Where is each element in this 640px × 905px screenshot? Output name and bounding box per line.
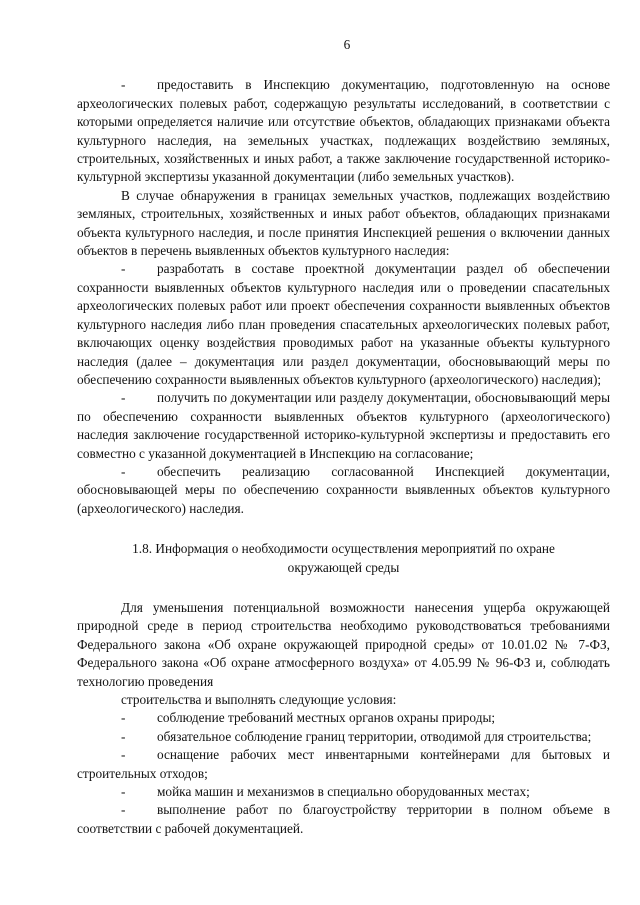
environment-conditions-list bbox=[77, 709, 610, 838]
dash-item-text: обязательное соблюдение границ территории, отводимой для строительства; bbox=[157, 728, 592, 744]
dash-marker: - bbox=[121, 463, 126, 479]
dash-list-item bbox=[77, 76, 610, 186]
section-heading-line-2: окружающей среды bbox=[287, 559, 400, 575]
dash-item-text: предоставить в Инспекцию документацию, подготовленную на основе археологических полевых работ, содержащую результаты исследований, в соответствии с которыми определяется наличие или отсутствие объектов, обладающих признаками объекта культурного наследия, на земельных участках, подлежащих воздействию земляных, строительных, хозяйственных и иных работ, а также заключение государственной историко-культурной экспертизы указанной документации (либо земельных участков). bbox=[77, 77, 610, 185]
dash-list-item bbox=[77, 801, 610, 838]
environment-intro-paragraph: Для уменьшения потенциальной возможности нанесения ущерба окружающей природной среде в период строительства необходимо руководствоваться требованиями Федерального закона «Об охране окружающей природной среды» от 10.01.02 № 7-ФЗ, Федерального закона «Об охране атмосферного воздуха» от 4.05.99 № 96-ФЗ и, соблюдать технологию проведения bbox=[77, 599, 610, 689]
dash-list-item bbox=[77, 746, 610, 783]
dash-item-text: мойка машин и механизмов в специально оборудованных местах; bbox=[157, 784, 530, 800]
dash-item-text: соблюдение требований местных органов охраны природы; bbox=[157, 710, 496, 726]
dash-marker: - bbox=[121, 728, 126, 744]
page-number: 6 bbox=[343, 37, 351, 52]
dash-marker: - bbox=[121, 261, 126, 277]
dash-item-text: выполнение работ по благоустройству территории в полном объеме в соответствии с рабочей документацией. bbox=[77, 802, 610, 836]
dash-list-item bbox=[77, 260, 610, 389]
dash-item-text: разработать в составе проектной документации раздел об обеспечении сохранности выявленных объектов культурного наследия или о проведении спасательных археологических полевых работ или проект обеспечения сохранности выявленных объектов культурного наследия либо план проведения спасательных археологических полевых работ, включающих оценку воздействия проводимых работ на указанные объекты культурного наследия (далее – документация или раздел документации, обосновывающий меры по обеспечению сохранности выявленных объектов культурного (археологического) наследия); bbox=[77, 261, 610, 387]
section-heading-line-1: 1.8. Информация о необходимости осуществления мероприятий по охране bbox=[132, 541, 555, 557]
dash-marker: - bbox=[121, 710, 126, 726]
dash-marker: - bbox=[121, 747, 126, 763]
dash-marker: - bbox=[121, 802, 126, 818]
dash-list-item bbox=[77, 389, 610, 463]
dash-item-text: обеспечить реализацию согласованной Инспекцией документации, обосновывающей меры по обеспечению сохранности выявленных объектов культурного (археологического) наследия. bbox=[77, 463, 610, 516]
paragraph: В случае обнаружения в границах земельных участков, подлежащих воздействию земляных, строительных, хозяйственных и иных работ объектов, обладающих признаками объекта культурного наследия, и после принятия Инспекцией решения о включении данных объектов в перечень выявленных объектов культурного наследия: bbox=[77, 187, 610, 259]
dash-marker: - bbox=[121, 77, 126, 93]
environment-intro-continuation: строительства и выполнять следующие условия: bbox=[121, 692, 397, 707]
dash-item-text: получить по документации или разделу документации, обосновывающий меры по обеспечению сохранности выявленных объектов культурного (археологического) наследия заключение государственной историко-культурной экспертизы и предоставить его совместно с указанной документацией в Инспекцию на согласование; bbox=[77, 390, 610, 461]
dash-item-text: оснащение рабочих мест инвентарными контейнерами для бытовых и строительных отходов; bbox=[77, 747, 610, 781]
dash-list-item bbox=[77, 783, 610, 801]
dash-list-item bbox=[77, 463, 610, 518]
dash-list-item bbox=[77, 709, 610, 727]
dash-marker: - bbox=[121, 390, 126, 406]
section-heading bbox=[77, 540, 610, 577]
dash-list-item bbox=[77, 728, 610, 746]
archaeology-section bbox=[77, 76, 610, 518]
dash-marker: - bbox=[121, 784, 126, 800]
